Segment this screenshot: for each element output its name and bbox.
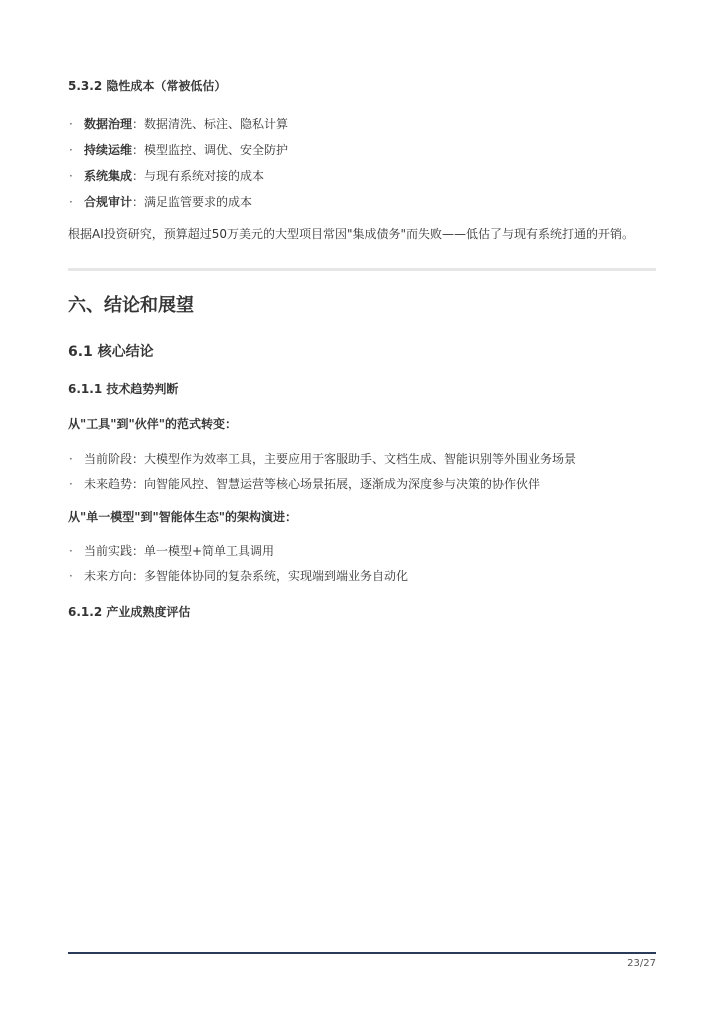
section-heading-6-1: 6.1 核心结论 [68, 344, 154, 360]
list-item [68, 167, 658, 185]
chapter-heading-6: 六、结论和展望 [68, 295, 194, 316]
section-heading-6-1-1: 6.1.1 技术趋势判断 [68, 382, 179, 396]
section-heading-5-3-2: 5.3.2 隐性成本（常被低估） [68, 79, 227, 93]
bullet-icon: · [69, 452, 73, 466]
list-item-term: 持续运维 [84, 143, 133, 157]
section-divider [68, 268, 656, 271]
list-item-term: 系统集成 [84, 169, 133, 183]
list-item-term: 合规审计 [84, 195, 133, 209]
list-item [68, 567, 658, 585]
page-number: 23/27 [627, 958, 656, 969]
list-item [68, 115, 658, 133]
list-item-desc: 数据清洗、标注、隐私计算 [144, 117, 289, 131]
architecture-evolution-title: 从"单一模型"到"智能体生态"的架构演进： [68, 510, 298, 524]
list-item-text: 当前阶段：大模型作为效率工具，主要应用于客服助手、文档生成、智能识别等外围业务场景 [84, 452, 577, 466]
list-item [68, 542, 658, 560]
integration-debt-paragraph: 根据AI投资研究，预算超过50万美元的大型项目常因"集成债务"而失败——低估了与现有系统打通的开销。 [68, 227, 635, 241]
list-item-sep: ： [132, 117, 145, 131]
bullet-icon: · [69, 143, 73, 157]
list-item-text: 当前实践：单一模型+简单工具调用 [84, 544, 275, 558]
bullet-icon: · [69, 169, 73, 183]
list-item-sep: ： [132, 195, 145, 209]
section-heading-6-1-2: 6.1.2 产业成熟度评估 [68, 605, 191, 619]
list-item [68, 450, 658, 468]
paradigm-shift-title: 从"工具"到"伙伴"的范式转变： [68, 417, 238, 431]
list-item-term: 数据治理 [84, 117, 133, 131]
list-item-sep: ： [132, 143, 145, 157]
list-item [68, 193, 658, 211]
architecture-evolution-list [68, 542, 658, 585]
page-content [68, 74, 658, 622]
bullet-icon: · [69, 117, 73, 131]
paradigm-shift-list [68, 450, 658, 493]
list-item-desc: 模型监控、调优、安全防护 [144, 143, 289, 157]
list-item-desc: 满足监管要求的成本 [144, 195, 253, 209]
list-item-text: 未来方向：多智能体协同的复杂系统，实现端到端业务自动化 [84, 569, 409, 583]
list-item [68, 475, 658, 493]
bullet-icon: · [69, 195, 73, 209]
bullet-icon: · [69, 569, 73, 583]
hidden-cost-list [68, 115, 658, 211]
list-item-text: 未来趋势：向智能风控、智慧运营等核心场景拓展，逐渐成为深度参与决策的协作伙伴 [84, 477, 541, 491]
footer-rule [68, 952, 656, 954]
list-item-sep: ： [132, 169, 145, 183]
list-item-desc: 与现有系统对接的成本 [144, 169, 265, 183]
bullet-icon: · [69, 544, 73, 558]
list-item [68, 141, 658, 159]
bullet-icon: · [69, 477, 73, 491]
